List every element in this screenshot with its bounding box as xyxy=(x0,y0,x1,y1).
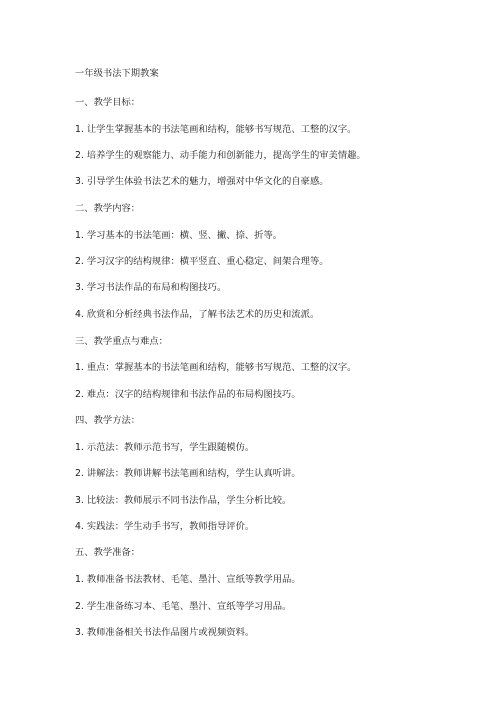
list-item: 3. 教师准备相关书法作品图片或视频资料。 xyxy=(75,627,255,638)
list-item: 1. 教师准备书法教材、毛笔、墨汁、宣纸等教学用品。 xyxy=(75,574,301,585)
list-item: 1. 示范法：教师示范书写，学生跟随模仿。 xyxy=(75,442,255,453)
list-item: 1. 重点：掌握基本的书法笔画和结构，能够书写规范、工整的汉字。 xyxy=(75,362,357,373)
document-title: 一年级书法下期教案 xyxy=(75,68,159,79)
list-item: 2. 难点：汉字的结构规律和书法作品的布局构图技巧。 xyxy=(75,389,301,400)
list-item: 2. 学习汉字的结构规律：横平竖直、重心稳定、间架合理等。 xyxy=(75,256,329,267)
list-item: 1. 让学生掌握基本的书法笔画和结构，能够书写规范、工整的汉字。 xyxy=(75,124,357,135)
list-item: 3. 学习书法作品的布局和构图技巧。 xyxy=(75,282,227,293)
list-item: 3. 比较法：教师展示不同书法作品，学生分析比较。 xyxy=(75,495,292,506)
list-item: 2. 培养学生的观察能力、动手能力和创新能力，提高学生的审美情趣。 xyxy=(75,150,366,161)
list-item: 3. 引导学生体验书法艺术的魅力，增强对中华文化的自豪感。 xyxy=(75,176,329,187)
list-item: 1. 学习基本的书法笔画：横、竖、撇、捺、折等。 xyxy=(75,230,283,241)
section-heading-content: 二、教学内容： xyxy=(75,203,141,214)
list-item: 2. 学生准备练习本、毛笔、墨汁、宣纸等学习用品。 xyxy=(75,601,292,612)
section-heading-keypoints: 三、教学重点与难点： xyxy=(75,336,168,347)
list-item: 4. 欣赏和分析经典书法作品，了解书法艺术的历史和流派。 xyxy=(75,309,320,320)
list-item: 2. 讲解法：教师讲解书法笔画和结构，学生认真听讲。 xyxy=(75,468,301,479)
section-heading-methods: 四、教学方法： xyxy=(75,415,141,426)
section-heading-preparation: 五、教学准备： xyxy=(75,547,141,558)
list-item: 4. 实践法：学生动手书写，教师指导评价。 xyxy=(75,521,255,532)
section-heading-objectives: 一、教学目标： xyxy=(75,97,141,108)
